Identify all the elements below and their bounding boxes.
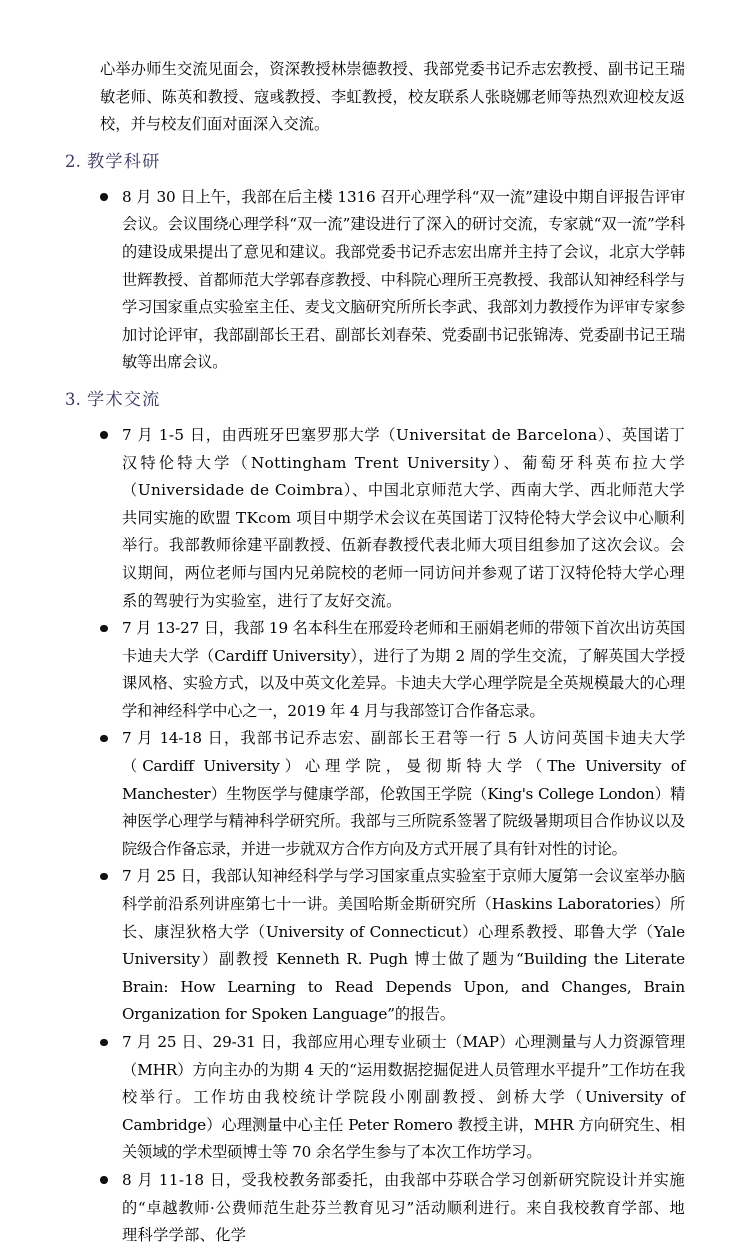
bullet-dot-icon	[100, 873, 108, 881]
section-heading-teaching-research	[65, 148, 685, 176]
list-item-text: 7 月 1-5 日，由西班牙巴塞罗那大学（Universitat de Barcelona）、英国诺丁汉特伦特大学（Nottingham Trent University）、葡萄牙科英布拉大学（Universidade de Coimbra）、中国北京师范大学、西南大学、西北师范大学共同实施的欧盟 TKcom 项目中期学术会议在英国诺丁汉特伦特大学会议中心顺利举行。我部教师徐建平副教授、伍新春教授代表北师大项目组参加了这次会议。会议期间，两位老师与国内兄弟院校的老师一同访问并参观了诺丁汉特伦特大学心理系的驾驶行为实验室，进行了友好交流。	[122, 425, 685, 610]
section-title: 学术交流	[87, 389, 161, 410]
list-item	[65, 422, 685, 615]
list-item-text: 7 月 13-27 日，我部 19 名本科生在邢爱玲老师和王丽娟老师的带领下首次出访英国卡迪夫大学（Cardiff University），进行了为期 2 周的学生交流，了解英国大学授课风格、实验方式，以及中英文化差异。卡迪夫大学心理学院是全英规模最大的心理学和神经科学中心之一，2019 年 4 月与我部签订合作备忘录。	[122, 619, 685, 720]
section-number: 3.	[65, 389, 82, 409]
bullet-dot-icon	[100, 625, 108, 633]
list-item-text: 7 月 25 日，我部认知神经科学与学习国家重点实验室于京师大厦第一会议室举办脑科学前沿系列讲座第七十一讲。美国哈斯金斯研究所（Haskins Laboratories）所长、康涅狄格大学（University of Connecticut）心理系教授、耶鲁大学（Yale University）副教授 Kenneth R. Pugh 博士做了题为“Building the Literate Brain: How Learning to Read Depends Upon, and Changes, Brain Organization for Spoken Language”的报告。	[122, 867, 685, 1024]
list-item-text: 7 月 14-18 日，我部书记乔志宏、副部长王君等一行 5 人访问英国卡迪夫大学（Cardiff University）心理学院，曼彻斯特大学（The University of Manchester）生物医学与健康学部，伦敦国王学院（King's College London）精神医学心理学与精神科学研究所。我部与三所院系签署了院级暑期项目合作协议以及院级合作备忘录，并进一步就双方合作方向及方式开展了具有针对性的讨论。	[122, 729, 685, 858]
document-body	[65, 56, 685, 1250]
list-item-text: 7 月 25 日、29-31 日，我部应用心理专业硕士（MAP）心理测量与人力资源管理（MHR）方向主办的为期 4 天的“运用数据挖掘促进人员管理水平提升”工作坊在我校举行。工作坊由我校统计学院段小刚副教授、剑桥大学（University of Cambridge）心理测量中心主任 Peter Romero 教授主讲，MHR 方向研究生、相关领域的学术型硕博士等 70 余名学生参与了本次工作坊学习。	[122, 1033, 685, 1162]
list-item-text: 8 月 11-18 日，受我校教务部委托，由我部中芬联合学习创新研究院设计并实施的“卓越教师·公费师范生赴芬兰教育见习”活动顺利进行。来自我校教育学部、地理科学学部、化学	[122, 1170, 685, 1245]
section-2-bullet-list	[65, 184, 685, 377]
bullet-dot-icon	[100, 735, 108, 743]
bullet-dot-icon	[100, 193, 108, 201]
list-item	[65, 615, 685, 725]
bullet-dot-icon	[100, 1176, 108, 1184]
list-item	[65, 863, 685, 1029]
bullet-dot-icon	[100, 431, 108, 439]
bullet-dot-icon	[100, 1039, 108, 1047]
list-item	[65, 1167, 685, 1250]
section-number: 2.	[65, 151, 82, 171]
list-item	[65, 184, 685, 377]
list-item	[65, 1029, 685, 1167]
section-title: 教学科研	[87, 151, 161, 172]
section-3-bullet-list	[65, 422, 685, 1250]
list-item	[65, 725, 685, 863]
list-item-text: 8 月 30 日上午，我部在后主楼 1316 召开心理学科“双一流”建设中期自评报告评审会议。会议围绕心理学科“双一流”建设进行了深入的研讨交流，专家就“双一流”学科的建设成果提出了意见和建议。我部党委书记乔志宏出席并主持了会议，北京大学韩世辉教授、首都师范大学郭春彦教授、中科院心理所王亮教授、我部认知神经科学与学习国家重点实验室主任、麦戈文脑研究所所长李武、我部刘力教授作为评审专家参加讨论评审，我部副部长王君、副部长刘春荣、党委副书记张锦涛、党委副书记王瑞敏等出席会议。	[122, 187, 685, 372]
continuation-paragraph: 心举办师生交流见面会，资深教授林崇德教授、我部党委书记乔志宏教授、副书记王瑞敏老师、陈英和教授、寇彧教授、李虹教授，校友联系人张晓娜老师等热烈欢迎校友返校，并与校友们面对面深入交流。	[100, 60, 685, 134]
section-heading-academic-exchange	[65, 386, 685, 414]
